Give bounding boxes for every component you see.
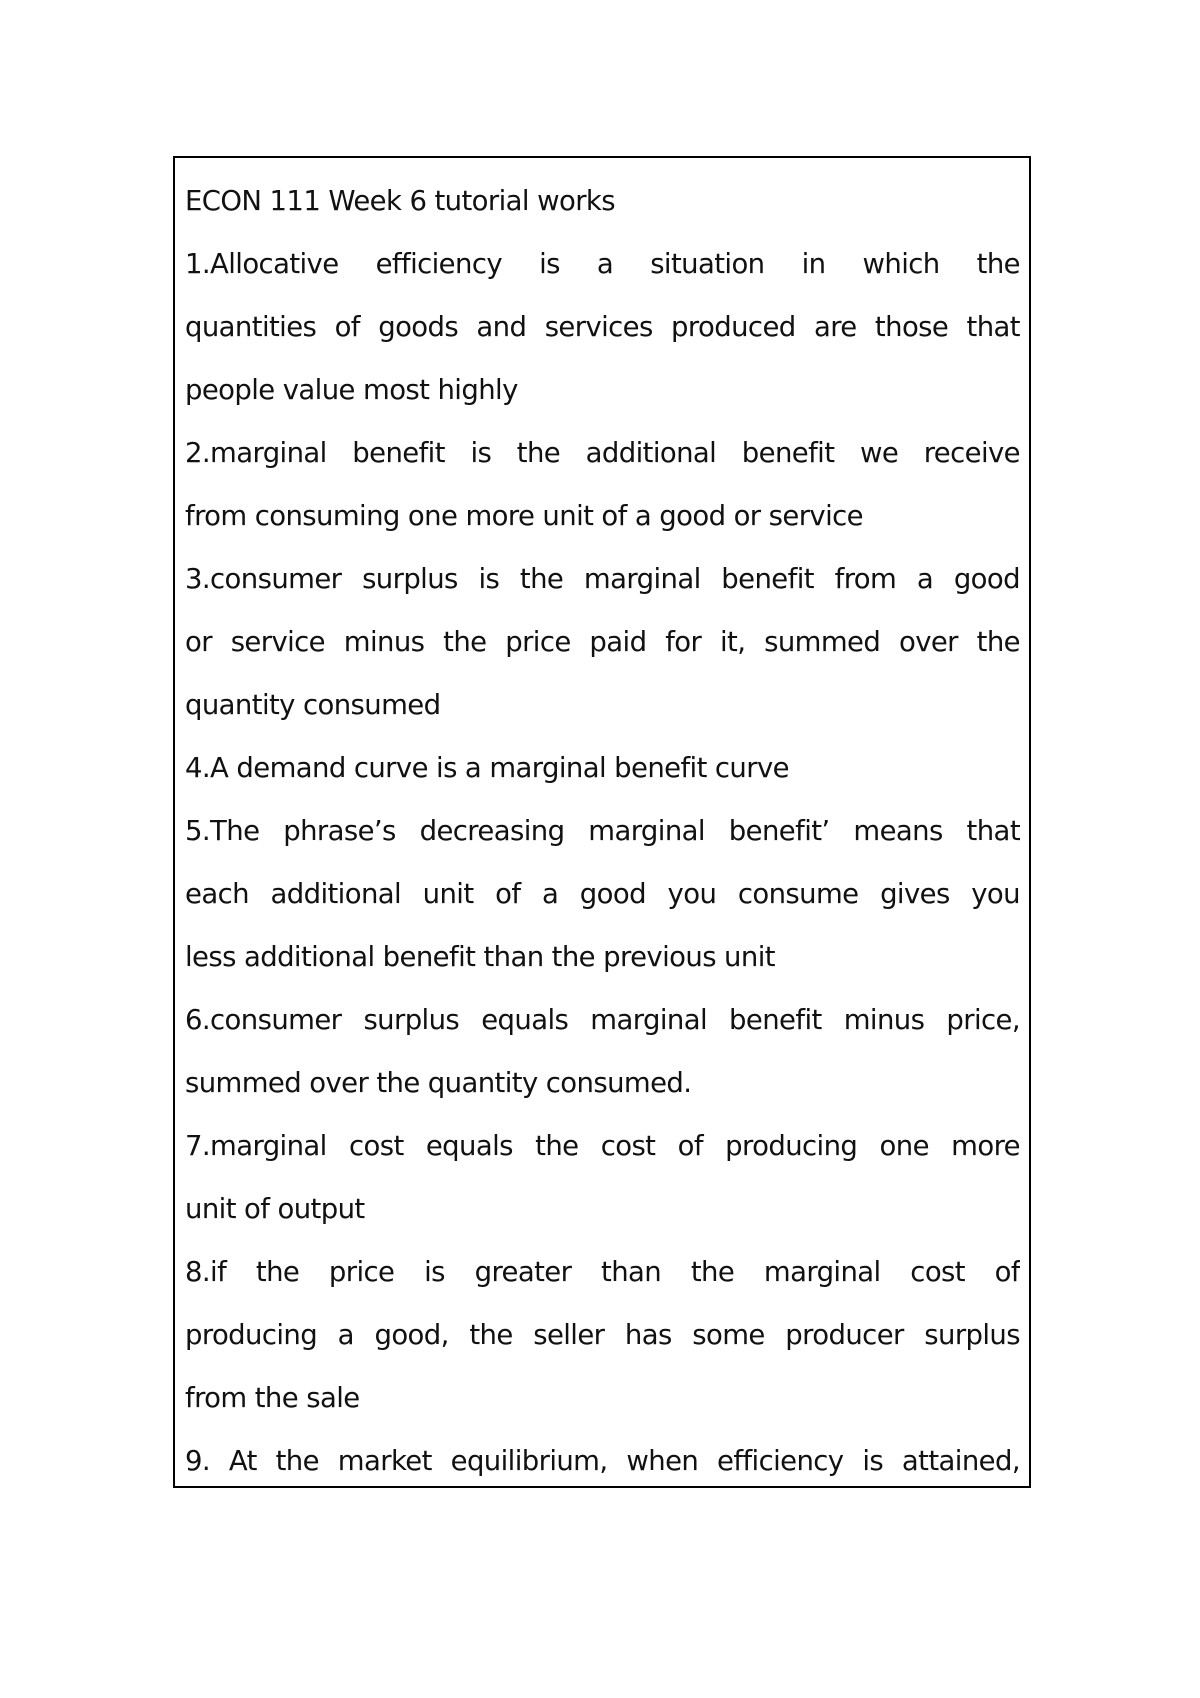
text-line: quantities of goods and services produced are those that xyxy=(185,311,1020,343)
text-line: 9. At the market equilibrium, when efficiency is attained, xyxy=(185,1445,1020,1477)
text-line: 6.consumer surplus equals marginal benefit minus price, xyxy=(185,1004,1020,1036)
text-line: producing a good, the seller has some producer surplus xyxy=(185,1319,1020,1351)
text-line: 7.marginal cost equals the cost of producing one more xyxy=(185,1130,1020,1162)
text-box xyxy=(173,156,1031,1488)
text-line: quantity consumed xyxy=(185,689,441,721)
text-line: 4.A demand curve is a marginal benefit curve xyxy=(185,752,789,784)
text-line: 5.The phrase’s decreasing marginal benefit’ means that xyxy=(185,815,1020,847)
text-line: each additional unit of a good you consume gives you xyxy=(185,878,1020,910)
text-line: 3.consumer surplus is the marginal benefit from a good xyxy=(185,563,1020,595)
text-line: or service minus the price paid for it, summed over the xyxy=(185,626,1020,658)
text-line: from consuming one more unit of a good or service xyxy=(185,500,863,532)
document-title: ECON 111 Week 6 tutorial works xyxy=(185,185,615,217)
text-line: unit of output xyxy=(185,1193,365,1225)
text-line: 2.marginal benefit is the additional benefit we receive xyxy=(185,437,1020,469)
text-line: from the sale xyxy=(185,1382,360,1414)
text-line: 8.if the price is greater than the marginal cost of xyxy=(185,1256,1020,1288)
text-line: summed over the quantity consumed. xyxy=(185,1067,692,1099)
text-line: 1.Allocative efficiency is a situation in which the xyxy=(185,248,1020,280)
text-line: less additional benefit than the previous unit xyxy=(185,941,775,973)
text-line: people value most highly xyxy=(185,374,518,406)
